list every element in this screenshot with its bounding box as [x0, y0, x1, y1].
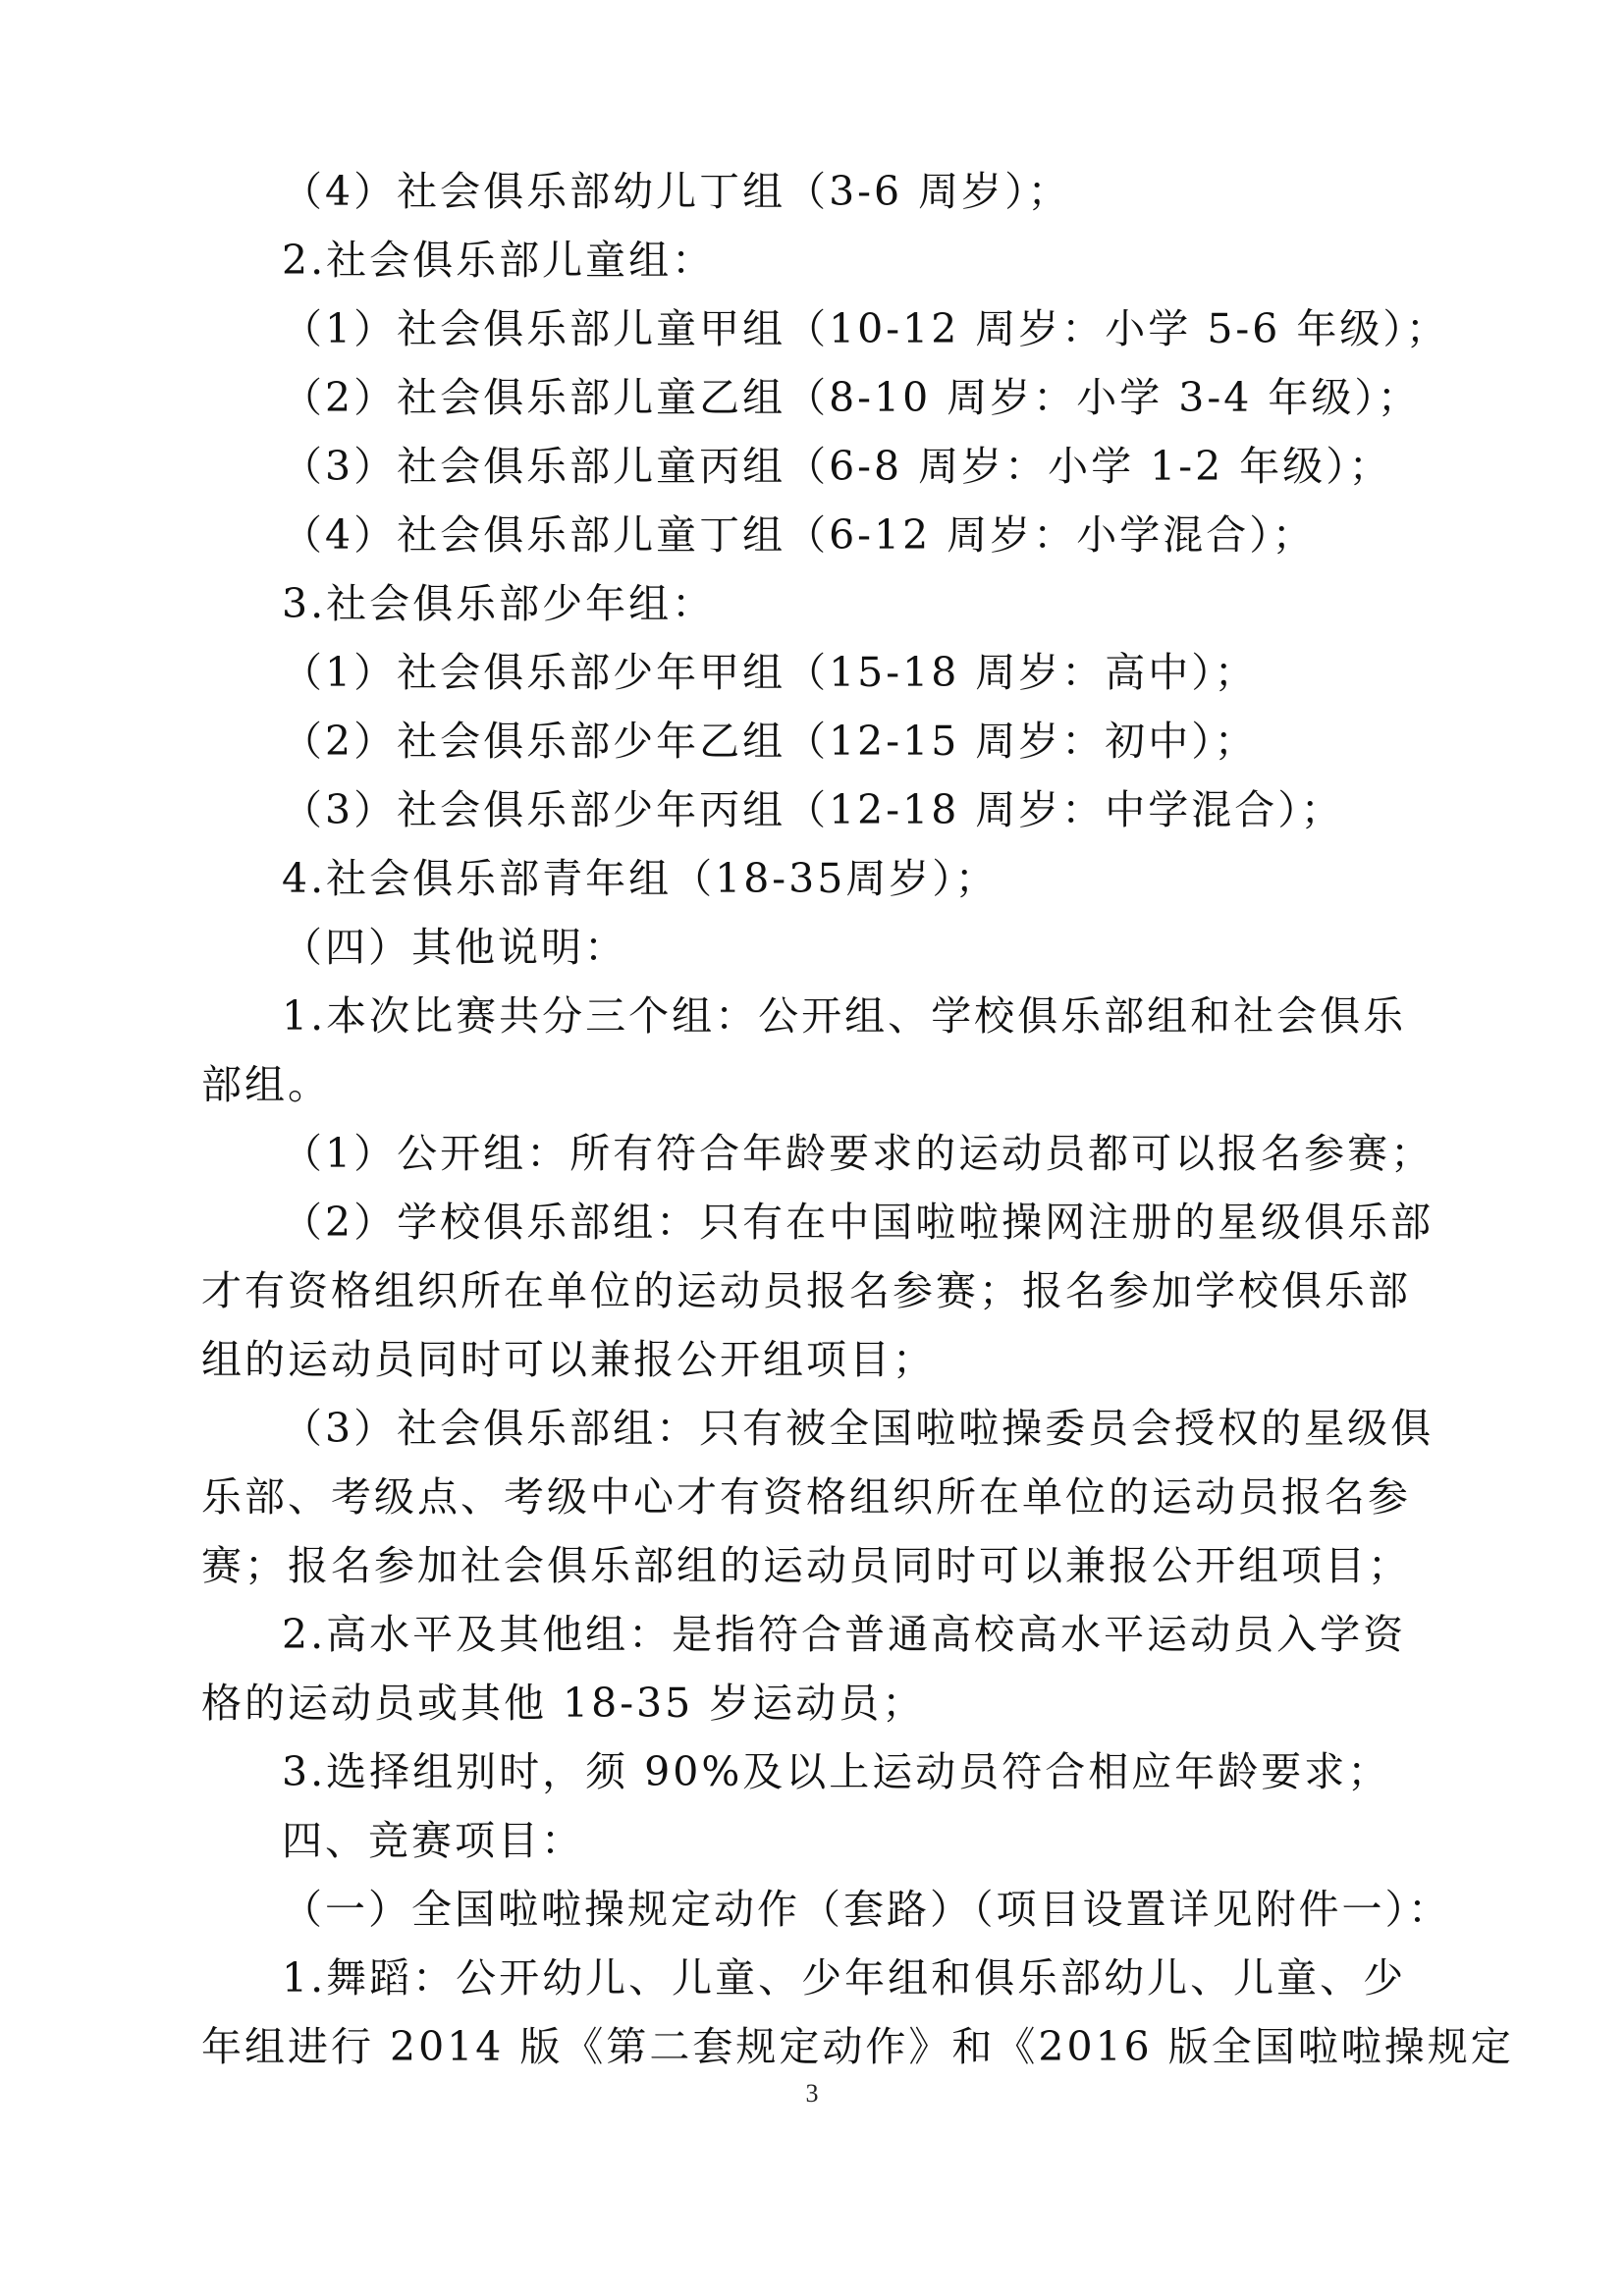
text-line: （2）社会俱乐部少年乙组（12-15 周岁：初中）； — [282, 718, 1258, 765]
text-line: （2）学校俱乐部组：只有在中国啦啦操网注册的星级俱乐部 — [282, 1199, 1435, 1246]
text-line: （2）社会俱乐部儿童乙组（8-10 周岁：小学 3-4 年级）； — [282, 374, 1421, 421]
text-line: 2.社会俱乐部儿童组： — [282, 237, 716, 284]
text-line: （4）社会俱乐部幼儿丁组（3-6 周岁）； — [282, 168, 1071, 215]
text-line: 格的运动员或其他 18-35 岁运动员； — [201, 1680, 926, 1727]
page-number: 3 — [805, 2079, 819, 2108]
text-line: 2.高水平及其他组：是指符合普通高校高水平运动员入学资 — [282, 1611, 1407, 1658]
body-text — [201, 157, 1514, 2081]
text-line: 部组。 — [201, 1061, 331, 1108]
text-line: 3.选择组别时，须 90%及以上运动员符合相应年龄要求； — [282, 1748, 1391, 1795]
text-line: （一）全国啦啦操规定动作（套路）（项目设置详见附件一）： — [282, 1886, 1451, 1933]
text-line: 乐部、考级点、考级中心才有资格组织所在单位的运动员报名参 — [201, 1473, 1411, 1521]
text-line: （3）社会俱乐部儿童丙组（6-8 周岁：小学 1-2 年级）； — [282, 443, 1392, 490]
text-line: 才有资格组织所在单位的运动员报名参赛；报名参加学校俱乐部 — [201, 1267, 1411, 1314]
text-line: 年组进行 2014 版《第二套规定动作》和《2016 版全国啦啦操规定 — [201, 2023, 1514, 2070]
text-line: （3）社会俱乐部组：只有被全国啦啦操委员会授权的星级俱 — [282, 1405, 1435, 1452]
text-line: （1）社会俱乐部儿童甲组（10-12 周岁：小学 5-6 年级）； — [282, 305, 1449, 352]
text-line: （1）公开组：所有符合年龄要求的运动员都可以报名参赛； — [282, 1130, 1435, 1177]
text-line: （四）其他说明： — [282, 924, 627, 971]
text-line: 1.舞蹈：公开幼儿、儿童、少年组和俱乐部幼儿、儿童、少 — [282, 1954, 1407, 2002]
text-line: 四、竞赛项目： — [282, 1817, 584, 1864]
text-line: 4.社会俱乐部青年组（18-35周岁）； — [282, 855, 999, 902]
text-line: 1.本次比赛共分三个组：公开组、学校俱乐部组和社会俱乐 — [282, 992, 1407, 1040]
text-line: （4）社会俱乐部儿童丁组（6-12 周岁：小学混合）； — [282, 511, 1316, 559]
text-line: 3.社会俱乐部少年组： — [282, 580, 716, 627]
text-line: （3）社会俱乐部少年丙组（12-18 周岁：中学混合）； — [282, 786, 1344, 833]
text-line: 赛；报名参加社会俱乐部组的运动员同时可以兼报公开组项目； — [201, 1542, 1411, 1589]
text-line: （1）社会俱乐部少年甲组（15-18 周岁：高中）； — [282, 649, 1258, 696]
text-line: 组的运动员同时可以兼报公开组项目； — [201, 1336, 936, 1383]
